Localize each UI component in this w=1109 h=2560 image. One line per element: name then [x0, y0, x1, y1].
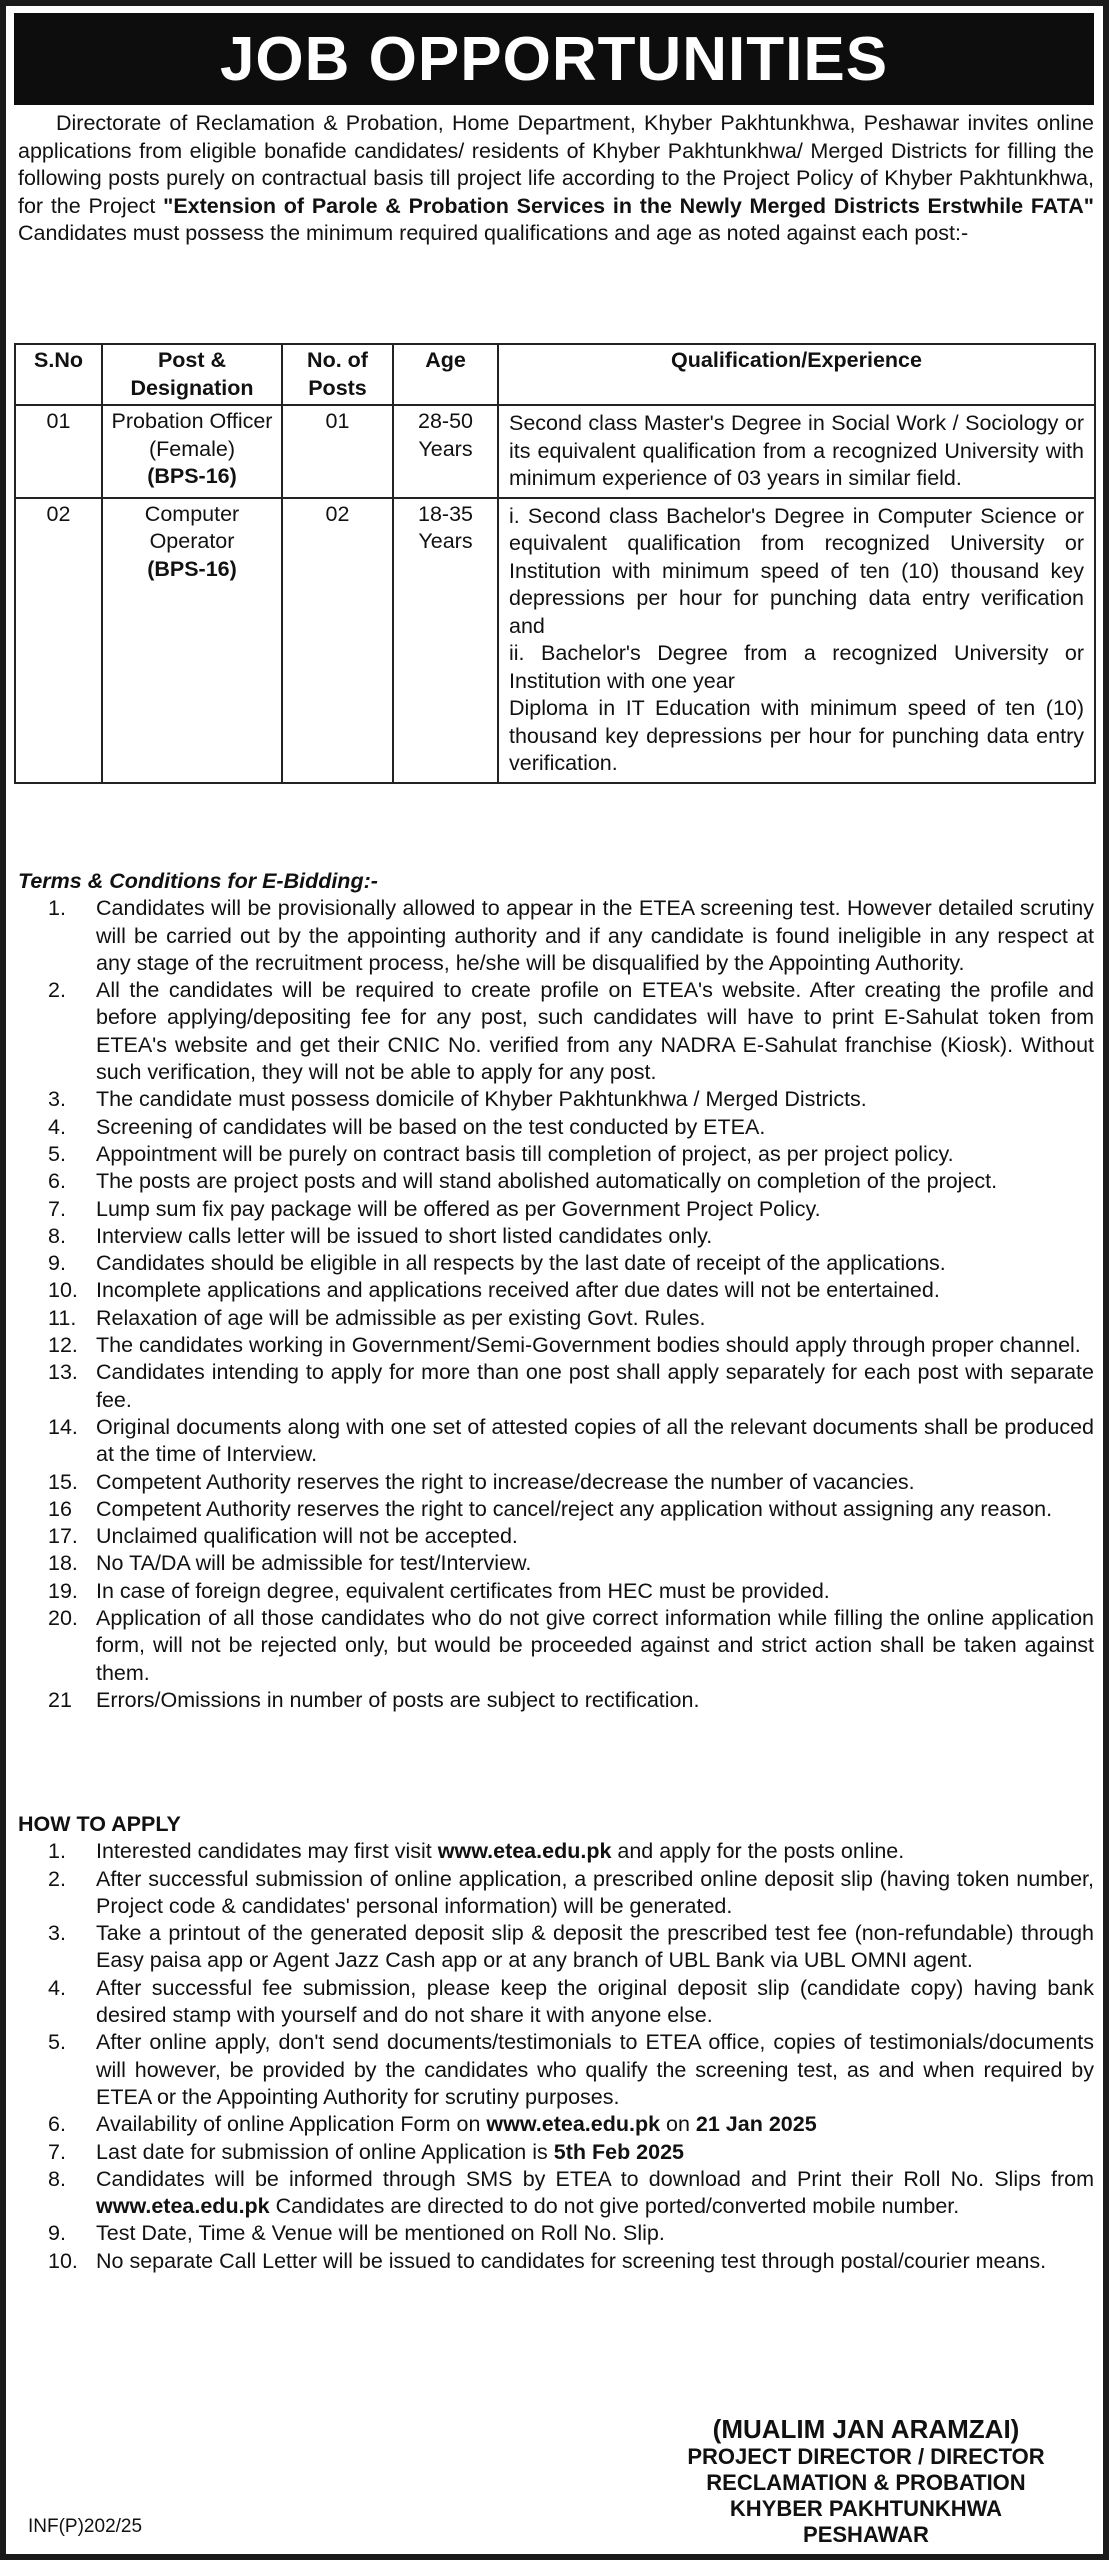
item-number: 4. [48, 1975, 66, 2000]
availability-date: 21 Jan 2025 [695, 2112, 817, 2137]
item-text: Unclaimed qualification will not be accepted. [96, 1524, 518, 1549]
item-text: Appointment will be purely on contract basis till completion of project, as per project policy. [96, 1141, 954, 1166]
item-number: 9. [48, 2221, 66, 2246]
item-text-part: After successful submission of online application, a prescribed online deposit slip (having token number, Project code & candidates' personal information) will be generated. [96, 1866, 1094, 1918]
item-text-part: Interested candidates may first visit [96, 1839, 438, 1864]
item-text: Errors/Omissions in number of posts are subject to rectification. [96, 1687, 700, 1712]
signatory-title: PROJECT DIRECTOR / DIRECTOR [687, 2444, 1045, 2469]
terms-item [18, 1359, 1094, 1414]
how-to-apply-item [18, 2139, 1094, 2166]
terms-heading: Terms & Conditions for E-Bidding:- [18, 869, 378, 893]
how-to-apply-item [18, 2220, 1094, 2247]
table-header [15, 344, 1095, 405]
cell-qualification [498, 498, 1095, 783]
item-text-part: After successful fee submission, please keep the original deposit slip (candidate copy) having bank desired stamp with yourself and do not share it with anyone else. [96, 1975, 1094, 2028]
cell-posts: 01 [282, 405, 393, 498]
post-name: Computer Operator [144, 501, 240, 553]
item-text-part: Take a printout of the generated deposit slip & deposit the prescribed test fee (non-refundable) through Easy paisa app or Agent Jazz Cash app or at any branch of UBL Bank via UBL OMNI agent. [96, 1921, 1094, 1973]
table-row [15, 498, 1095, 783]
item-number: 1. [48, 1839, 66, 1864]
how-to-apply-item [18, 1866, 1094, 1921]
how-to-apply-section [18, 1811, 1094, 2275]
how-to-apply-item [18, 1975, 1094, 2030]
item-text: Incomplete applications and applications received after due dates will not be entertained. [96, 1278, 940, 1303]
terms-item [18, 1305, 1094, 1332]
signatory-name: (MUALIM JAN ARAMZAI) [712, 2414, 1020, 2444]
item-text [96, 1838, 1094, 1865]
terms-item [18, 1605, 1094, 1687]
post-bps: (BPS-16) [147, 464, 237, 488]
item-text: Original documents along with one set of attested copies of all the relevant documents shall be produced at the time of Interview. [96, 1414, 1094, 1467]
item-text: Interview calls letter will be issued to short listed candidates only. [96, 1223, 713, 1248]
table-row [15, 405, 1095, 498]
item-text [96, 2111, 1094, 2138]
item-text-part: and apply for the posts online. [611, 1839, 905, 1864]
item-text: Screening of candidates will be based on the test conducted by ETEA. [96, 1114, 766, 1139]
item-text [96, 1920, 1094, 1975]
terms-item [18, 1196, 1094, 1223]
terms-item [18, 1523, 1094, 1550]
item-number: 5. [48, 1141, 66, 1166]
intro-text-end: Candidates must possess the minimum required qualifications and age as noted against each post:- [18, 221, 969, 245]
item-number: 3. [48, 1087, 66, 1112]
item-number: 7. [48, 2139, 66, 2164]
cell-age: 28-50 Years [393, 405, 498, 498]
item-number: 14. [48, 1414, 78, 1439]
terms-item [18, 1250, 1094, 1277]
item-text: Relaxation of age will be admissible as per existing Govt. Rules. [96, 1305, 706, 1330]
item-number: 9. [48, 1251, 66, 1276]
item-number: 20. [48, 1606, 78, 1631]
how-to-apply-item [18, 2166, 1094, 2221]
terms-item [18, 1414, 1094, 1469]
item-number: 5. [48, 2030, 66, 2055]
terms-list [18, 895, 1094, 1714]
signatory-city: PESHAWAR [803, 2522, 929, 2547]
signatory-province: KHYBER PAKHTUNKHWA [729, 2496, 1003, 2521]
post-name: Probation Officer (Female) [111, 409, 273, 461]
cell-age: 18-35 Years [393, 498, 498, 783]
item-text: Application of all those candidates who do not give correct information while filling the online application form, will not be rejected only, but would be proceeded against and strict action shall be taken against them. [96, 1606, 1094, 1685]
item-text [96, 2220, 1094, 2247]
website-link[interactable]: www.etea.edu.pk [486, 2112, 661, 2137]
item-text-part: Candidates are directed to do not give ported/converted mobile number. [269, 2194, 960, 2219]
item-text-part: Test Date, Time & Venue will be mentioned on Roll No. Slip. [96, 2221, 665, 2246]
signatory-dept: RECLAMATION & PROBATION [706, 2470, 1026, 2495]
item-number: 17. [48, 1524, 78, 1549]
item-text-part: No separate Call Letter will be issued to candidates for screening test through postal/courier means. [96, 2248, 1047, 2273]
terms-item [18, 1114, 1094, 1141]
item-number: 10. [48, 1278, 78, 1303]
item-text: The posts are project posts and will stand abolished automatically on completion of the project. [96, 1169, 998, 1194]
qualification-option-2-cont: Diploma in IT Education with minimum speed of ten (10) thousand key depressions per hour for punching data entry verification. [509, 696, 1084, 775]
deadline-date: 5th Feb 2025 [553, 2139, 684, 2164]
item-text [96, 1866, 1094, 1921]
header-age: Age [393, 344, 498, 405]
intro-paragraph [18, 110, 1094, 248]
item-number: 1. [48, 896, 66, 921]
item-text [96, 1975, 1094, 2030]
item-text: Competent Authority reserves the right to cancel/reject any application without assigning any reason. [96, 1496, 1053, 1521]
terms-item [18, 1141, 1094, 1168]
item-number: 6. [48, 1169, 66, 1194]
item-number: 2. [48, 978, 66, 1003]
header-qualification: Qualification/Experience [498, 344, 1095, 405]
item-text: The candidates working in Government/Semi-Government bodies should apply through proper channel. [96, 1333, 1081, 1358]
item-text: Candidates should be eligible in all respects by the last date of receipt of the applications. [96, 1251, 946, 1276]
item-number: 18. [48, 1551, 78, 1576]
item-number: 3. [48, 1921, 66, 1946]
item-number: 8. [48, 2166, 66, 2191]
item-number: 19. [48, 1578, 78, 1603]
how-to-apply-heading: HOW TO APPLY [18, 1812, 181, 1836]
item-text-part: on [660, 2112, 696, 2137]
item-number: 8. [48, 1223, 66, 1248]
item-number: 10. [48, 2248, 78, 2273]
project-name: "Extension of Parole & Probation Services in the Newly Merged Districts Erstwhile FATA" [163, 193, 1094, 218]
item-number: 21 [48, 1687, 72, 1712]
item-number: 16 [48, 1496, 72, 1521]
cell-sno: 02 [15, 498, 102, 783]
terms-item [18, 895, 1094, 977]
item-number: 13. [48, 1360, 78, 1385]
qualification-option-2: ii. Bachelor's Degree from a recognized University or Institution with one year [509, 641, 1084, 693]
how-to-apply-list [18, 1838, 1094, 2275]
item-text [96, 2166, 1094, 2221]
terms-section [18, 868, 1094, 1714]
how-to-apply-item [18, 2248, 1094, 2275]
item-text: In case of foreign degree, equivalent certificates from HEC must be provided. [96, 1578, 830, 1603]
terms-item [18, 1496, 1094, 1523]
cell-post [102, 498, 282, 783]
qualification-option-1: i. Second class Bachelor's Degree in Computer Science or equivalent qualification from recognized University or Institution with minimum speed of ten (10) thousand key depressions per hour for punching data entry verification and [509, 503, 1084, 638]
terms-item [18, 1086, 1094, 1113]
item-text: The candidate must possess domicile of Khyber Pakhtunkhwa / Merged Districts. [96, 1087, 867, 1112]
cell-qualification: Second class Master's Degree in Social Work / Sociology or its equivalent qualification from a recognized University with minimum experience of 03 years in similar field. [498, 405, 1095, 498]
terms-item [18, 1578, 1094, 1605]
item-text [96, 2248, 1094, 2275]
terms-item [18, 1687, 1094, 1714]
terms-item [18, 1550, 1094, 1577]
item-number: 2. [48, 1866, 66, 1891]
item-text: Competent Authority reserves the right to increase/decrease the number of vacancies. [96, 1469, 915, 1494]
cell-sno: 01 [15, 405, 102, 498]
header-post: Post & Designation [102, 344, 282, 405]
item-number: 15. [48, 1469, 78, 1494]
signature-block [636, 2414, 1096, 2548]
item-text: Lump sum fix pay package will be offered as per Government Project Policy. [96, 1196, 821, 1221]
item-number: 7. [48, 1196, 66, 1221]
item-text: Candidates will be provisionally allowed to appear in the ETEA screening test. However detailed scrutiny will be carried out by the appointing authority and if any candidate is found ineligible in any respect at any stage of the recruitment process, he/she will be disqualified by the Appointing Authority. [96, 896, 1094, 975]
item-number: 4. [48, 1114, 66, 1139]
item-text: All the candidates will be required to create profile on ETEA's website. After creating the profile and before applying/depositing fee for any post, such candidates will have to print E-Sahulat token from ETEA's website and get their CNIC No. verified from any NADRA E-Sahulat franchise (Kiosk). Without such verification, they will not be able to apply for any post. [96, 978, 1094, 1085]
page-title: JOB OPPORTUNITIES [14, 13, 1094, 105]
item-text: No TA/DA will be admissible for test/Interview. [96, 1551, 532, 1576]
item-text [96, 2139, 1094, 2166]
item-number: 6. [48, 2112, 66, 2137]
website-link[interactable]: www.etea.edu.pk [96, 2194, 270, 2219]
post-bps: (BPS-16) [147, 556, 237, 581]
terms-item [18, 1332, 1094, 1359]
terms-item [18, 1277, 1094, 1304]
how-to-apply-item [18, 1838, 1094, 1865]
how-to-apply-item [18, 1920, 1094, 1975]
item-text [96, 2029, 1094, 2111]
header-posts: No. of Posts [282, 344, 393, 405]
advertisement [6, 6, 1103, 2554]
terms-item [18, 1168, 1094, 1195]
how-to-apply-item [18, 2111, 1094, 2138]
cell-post [102, 405, 282, 498]
item-text-part: Candidates will be informed through SMS by ETEA to download and Print their Roll No. Slips from [96, 2166, 1094, 2191]
item-text-part: Availability of online Application Form on [96, 2112, 487, 2137]
item-number: 12. [48, 1333, 78, 1358]
item-text-part: After online apply, don't send documents/testimonials to ETEA office, copies of testimonials/documents will however, be provided by the candidates who qualify the screening test, as and when required by ETEA or the Appointing Authority for scrutiny purposes. [96, 2030, 1094, 2109]
header-sno: S.No [15, 344, 102, 405]
terms-item [18, 1469, 1094, 1496]
intro-text: Directorate of Reclamation & Probation, Home Department, Khyber Pakhtunkhwa, Peshawar invites online applications from eligible bonafide candidates/ residents of Khyber Pakhtunkhwa/ Merged Districts for filling the following posts purely on contractual basis till project life according to the Project Policy of Khyber Pakhtunkhwa, for the Project [18, 111, 1094, 218]
website-link[interactable]: www.etea.edu.pk [437, 1839, 612, 1864]
terms-item [18, 1223, 1094, 1250]
terms-item [18, 977, 1094, 1086]
cell-posts: 02 [282, 498, 393, 783]
reference-number: INF(P)202/25 [28, 2516, 143, 2537]
how-to-apply-item [18, 2029, 1094, 2111]
item-number: 11. [48, 1305, 77, 1330]
item-text-part: Last date for submission of online Application is [96, 2139, 554, 2164]
posts-table [14, 343, 1096, 784]
item-text: Candidates intending to apply for more than one post shall apply separately for each post with separate fee. [96, 1360, 1094, 1412]
